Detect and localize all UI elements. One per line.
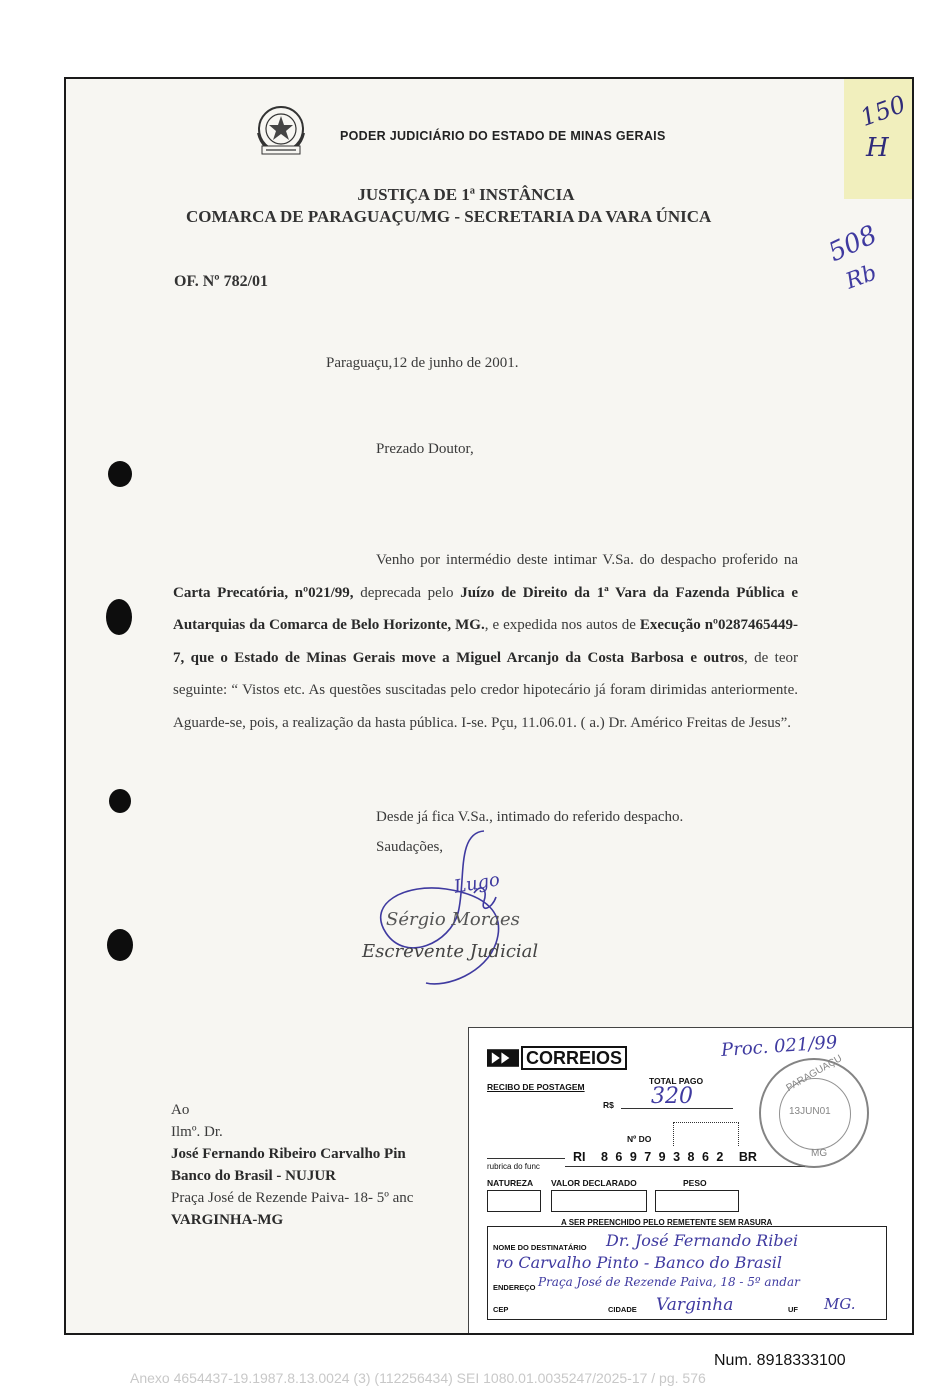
letter-body: [173, 544, 798, 739]
tracking-suffix: BR: [738, 1150, 757, 1164]
cep-label: CEP: [493, 1305, 509, 1314]
coat-of-arms-seal-icon: [252, 103, 310, 159]
body-text: , e expedida nos autos de: [484, 617, 640, 633]
institution-name: PODER JUDICIÁRIO DO ESTADO DE MINAS GERAIS: [340, 129, 666, 143]
body-text: deprecada pelo: [353, 584, 461, 601]
recipient-name: José Fernando Ribeiro Carvalho Pin: [171, 1146, 406, 1162]
recipient-title: Ilmº. Dr.: [171, 1124, 223, 1140]
dest-value-line2: ro Carvalho Pinto - Banco do Brasil: [496, 1253, 782, 1272]
tracking-digits: 8 6 9 7 9 3 8 6 2: [600, 1150, 726, 1164]
valor-declarado-box: [551, 1190, 647, 1212]
letter-date: Paraguaçu,12 de junho de 2001.: [326, 355, 519, 371]
receipt-title: RECIBO DE POSTAGEM: [487, 1082, 585, 1092]
city-value: Varginha: [656, 1295, 734, 1315]
tracking-underline: [565, 1166, 805, 1167]
uf-label: UF: [788, 1305, 798, 1314]
letter-number: OF. Nº 782/01: [174, 273, 269, 290]
rubrica-line: [487, 1158, 565, 1159]
process-note: Proc. 021/99: [720, 1031, 838, 1062]
handwritten-page-initials: Rb: [842, 260, 881, 295]
correios-brand: CORREIOS: [521, 1046, 627, 1070]
document-source: Anexo 4654437-19.1987.8.13.0024 (3) (112256434) SEI 1080.01.0035247/2025-17 / pg. 576: [130, 1370, 706, 1386]
signature-scribble-icon: [366, 823, 546, 993]
sticky-note-number: 150: [856, 90, 910, 132]
district-title: COMARCA DE PARAGUAÇU/MG - SECRETARIA DA VARA ÚNICA: [186, 207, 712, 226]
dest-label: NOME DO DESTINATÁRIO: [493, 1243, 587, 1252]
city-label: CIDADE: [608, 1305, 637, 1314]
rubrica-label: rubrica do func: [487, 1162, 540, 1171]
currency-label: R$: [603, 1100, 614, 1110]
tracking-number: [573, 1150, 757, 1164]
recipient-address: [171, 1099, 413, 1231]
tracking-no-label: Nº DO: [627, 1134, 652, 1144]
address-value: Praça José de Rezende Paiva, 18 - 5º andar: [538, 1275, 800, 1289]
natureza-box: [487, 1190, 541, 1212]
letter-salutation: Prezado Doutor,: [376, 441, 474, 457]
address-label: ENDEREÇO: [493, 1283, 536, 1292]
document-page: [64, 77, 914, 1335]
document-num: Num. 8918333100: [714, 1352, 846, 1369]
letter-closing: Saudações,: [376, 839, 444, 855]
body-text: , de teor seguinte: “ Vistos etc. As questões suscitadas pelo credor hipotecário já foram dirimidas anteriormente. Aguarde-se, pois, a realização da hasta pública. I-se. Pçu, 11.06.01. ( a.) Dr. Américo Freitas de Jesus”.: [173, 649, 798, 731]
postmark-top: PARAGUAÇU: [784, 1053, 845, 1094]
tracking-box: [673, 1122, 739, 1146]
punch-hole: [109, 789, 131, 813]
signature-scribble-text: Lugo: [452, 869, 502, 898]
body-text: Venho por intermédio deste intimar V.Sa. do despacho proferido na: [376, 552, 798, 568]
body-bold-text: Carta Precatória, nº021/99,: [173, 584, 354, 601]
body-paragraph: [173, 544, 798, 739]
sticky-note: [844, 79, 914, 199]
natureza-label: NATUREZA: [487, 1178, 534, 1188]
punch-hole: [106, 599, 132, 635]
punch-hole: [107, 929, 133, 961]
postmark-date: 13JUN01: [789, 1106, 831, 1117]
punch-hole: [108, 461, 132, 487]
postmark-stamp: [759, 1053, 869, 1168]
recipient-line: Ao: [171, 1102, 190, 1118]
postmark-bottom: MG: [811, 1148, 828, 1159]
valor-declarado-label: VALOR DECLARADO: [551, 1178, 637, 1188]
signature-role: Escrevente Judicial: [362, 941, 539, 962]
signature-name: Sérgio Moraes: [386, 909, 520, 930]
postal-receipt: [468, 1027, 914, 1335]
total-value: 320: [651, 1084, 693, 1109]
court-title: JUSTIÇA DE 1ª INSTÂNCIA: [357, 185, 575, 204]
dest-value-line1: Dr. José Fernando Ribei: [606, 1231, 799, 1250]
total-label: TOTAL PAGO: [649, 1076, 704, 1086]
body-bold-text: Juízo de Direito da 1ª Vara da Fazenda Pública e Autarquias da Comarca de Belo Horizonte, MG.: [173, 584, 798, 633]
sticky-note-mark: H: [866, 133, 889, 163]
recipient-form: [487, 1226, 887, 1320]
recipient-org: Banco do Brasil - NUJUR: [171, 1168, 337, 1184]
tracking-prefix: RI: [573, 1150, 586, 1164]
uf-value: MG.: [824, 1295, 856, 1313]
correios-arrows-icon: [487, 1047, 519, 1069]
recipient-city: VARGINHA-MG: [171, 1212, 284, 1228]
body-bold-text: Execução nº0287465449-7, que o Estado de Minas Gerais move a Miguel Arcanjo da Costa Barbosa e outros: [173, 617, 798, 666]
peso-label: PESO: [683, 1178, 707, 1188]
peso-box: [655, 1190, 739, 1212]
letter-closing-paragraph: Desde já fica V.Sa., intimado do referido despacho.: [376, 809, 684, 825]
handwritten-page-number: 508: [823, 219, 882, 269]
sender-note: A SER PREENCHIDO PELO REMETENTE SEM RASURA: [561, 1218, 773, 1227]
recipient-street: Praça José de Rezende Paiva- 18- 5º anc: [171, 1190, 414, 1206]
correios-logo: [487, 1046, 627, 1070]
